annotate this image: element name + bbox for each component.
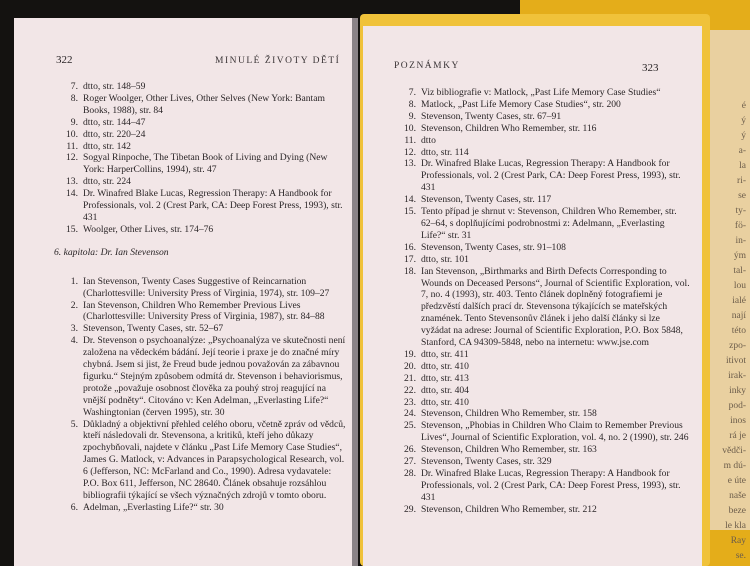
footnote-number: 3.: [70, 323, 78, 335]
footnote-text: dtto, str. 142: [83, 140, 131, 152]
footnote-text: dtto: [421, 134, 436, 146]
section-title: 6. kapitola: Dr. Ian Stevenson: [54, 246, 169, 258]
footnote-number: 23.: [404, 396, 416, 408]
footnote-text: dtto, str. 224: [83, 176, 131, 188]
background-text-fragment: se: [738, 191, 746, 201]
background-text-fragment: rá je: [729, 431, 746, 441]
footnote-number: 14.: [66, 188, 78, 200]
footnote-text: Stevenson, Children Who Remember, str. 163: [421, 444, 597, 456]
footnote: [392, 420, 691, 444]
notes-list: [54, 81, 346, 514]
footnote: [54, 224, 346, 236]
footnote: [392, 242, 691, 254]
background-text-fragment: se.: [735, 551, 746, 561]
footnote: [392, 397, 691, 409]
footnote-text: dtto, str. 144–47: [83, 116, 146, 128]
footnote-text: Matlock, „Past Life Memory Case Studies“, str. 200: [421, 98, 621, 110]
background-text-fragment: ri-: [737, 176, 746, 186]
footnote-number: 21.: [404, 372, 416, 384]
background-text-fragment: é: [741, 101, 746, 111]
footnote-text: Ian Stevenson, „Birthmarks and Birth Defects Corresponding to Wounds on Deceased Persons“, Journal of Scientific Exploration, vol. 7, no. 4 (1993), str. 403. Tento článek doplněný fotografiemi je předzvěstí dalších prací dr. Stevensona týkajících se mateřských znamének. Tento Stevensonův článek i jeho další články si lze vyžádat na adrese: Journal of Scientific Exploration, P.O. Box 5848, Stanford, CA 94309-5848, nebo na internetu: www.jse.com: [421, 265, 690, 349]
footnote-text: Stevenson, „Phobias in Children Who Claim to Remember Previous Lives“, Journal of Scientific Exploration, vol. 4, no. 2 (1990), str. 246: [421, 420, 689, 444]
footnote: [54, 141, 346, 153]
footnote: [392, 444, 691, 456]
footnote-number: 4.: [70, 335, 78, 347]
footnote-text: Důkladný a objektivní přehled celého oboru, včetně zpráv od vědců, kteří následovali dr. Stevensona, a kritiků, kteří jeho důkazy zpochybňovali, najdete v článku „Past Life Memory Case Studies“, James G. Matlock, v: Advances in Parapsychological Research, vol. 6 (Jefferson, NC: McFarland and Co., 1990). Adresa vydavatele: P.O. Box 611, Jefferson, NC 28640. Článek obsahuje rozsáhlou bibliografii týkající se všech význačných zdrojů v tomto oboru.: [83, 418, 346, 501]
footnote-text: dtto, str. 410: [421, 360, 469, 372]
footnote-number: 11.: [66, 140, 78, 152]
background-text-fragment: le kla: [725, 521, 746, 531]
footnote-number: 22.: [404, 384, 416, 396]
running-head: POZNÁMKY: [394, 61, 460, 71]
background-text-fragment: ý: [741, 131, 746, 141]
footnote-number: 1.: [70, 275, 78, 287]
footnote: [54, 152, 346, 176]
footnote: [392, 111, 691, 123]
footnote-number: 7.: [70, 81, 78, 92]
footnote: [54, 81, 346, 93]
footnote-text: dtto, str. 410: [421, 396, 469, 408]
footnote-number: 2.: [70, 299, 78, 311]
footnote-number: 27.: [404, 456, 416, 468]
footnote-number: 16.: [404, 241, 416, 253]
footnote-text: Stevenson, Children Who Remember, str. 116: [421, 122, 597, 134]
footnote-number: 15.: [66, 223, 78, 235]
footnote-number: 18.: [404, 265, 416, 277]
footnote: [392, 266, 691, 349]
footnote: [54, 502, 346, 514]
footnote-number: 24.: [404, 408, 416, 420]
footnote-text: Roger Woolger, Other Lives, Other Selves (New York: Bantam Books, 1988), str. 84: [83, 92, 325, 116]
footnote: [54, 117, 346, 129]
background-text-fragment: tal-: [733, 266, 746, 276]
footnote-text: Sogyal Rinpoche, The Tibetan Book of Living and Dying (New York: HarperCollins, 1994), str. 47: [83, 152, 328, 176]
footnote-text: Dr. Winafred Blake Lucas, Regression Therapy: A Handbook for Professionals, vol. 2 (Crest Park, CA: Deep Forest Press, 1993), str. 431: [421, 158, 681, 194]
footnote: [392, 194, 691, 206]
footnote: [392, 504, 691, 516]
background-text-fragment: zpo-: [729, 341, 746, 351]
footnote-text: Stevenson, Twenty Cases, str. 91–108: [421, 241, 566, 253]
footnote: [392, 408, 691, 420]
running-head: MINULÉ ŽIVOTY DĚTÍ: [215, 56, 341, 66]
background-text-fragment: a-: [738, 146, 746, 156]
footnote-number: 13.: [404, 158, 416, 170]
background-text-fragment: pod-: [728, 401, 746, 411]
footnote: [392, 385, 691, 397]
footnote: [392, 123, 691, 135]
footnote-number: 11.: [404, 134, 416, 146]
left-page: [14, 18, 358, 566]
footnote-text: Stevenson, Twenty Cases, str. 117: [421, 194, 552, 206]
footnote-text: dtto, str. 404: [421, 384, 469, 396]
background-text-fragment: ty-: [735, 206, 746, 216]
footnote-number: 5.: [70, 418, 78, 430]
background-text-fragment: inos: [730, 416, 746, 426]
background-text-fragment: itivot: [725, 356, 746, 366]
footnote: [54, 323, 346, 335]
footnote-number: 10.: [66, 128, 78, 140]
footnote: [392, 158, 691, 194]
footnote: [392, 135, 691, 147]
footnote-number: 15.: [404, 206, 416, 218]
footnote-text: Ian Stevenson, Twenty Cases Suggestive of Reincarnation (Charlottesville: University Press of Virginia, 1974), str. 109–27: [83, 275, 330, 299]
footnote-number: 17.: [404, 253, 416, 265]
footnote-number: 28.: [404, 468, 416, 479]
background-text-fragment: in-: [735, 236, 746, 246]
footnote-text: Ian Stevenson, Children Who Remember Previous Lives (Charlottesville: University Press of Virginia, 1987), str. 84–88: [83, 299, 325, 323]
footnote-number: 14.: [404, 194, 416, 206]
footnote-text: Dr. Winafred Blake Lucas, Regression Therapy: A Handbook for Professionals, vol. 2 (Crest Park, CA: Deep Forest Press, 1993), str. 431: [83, 188, 343, 223]
footnote: [392, 206, 691, 242]
footnote: [392, 147, 691, 159]
background-text-fragment: této: [731, 326, 746, 336]
background-text-fragment: fö-: [734, 221, 746, 231]
footnote-number: 25.: [404, 420, 416, 432]
footnote-text: dtto, str. 101: [421, 253, 469, 265]
footnote-number: 12.: [404, 146, 416, 158]
footnote: [54, 335, 346, 418]
footnote-text: Stevenson, Twenty Cases, str. 329: [421, 456, 552, 468]
footnote-number: 6.: [70, 501, 78, 513]
footnote-text: dtto, str. 411: [421, 348, 469, 360]
footnote: [392, 456, 691, 468]
page-number: 323: [642, 62, 659, 74]
footnote: [392, 99, 691, 111]
background-text-fragment: e úte: [727, 476, 746, 486]
footnote-number: 8.: [408, 98, 416, 110]
footnote-text: Dr. Winafred Blake Lucas, Regression Therapy: A Handbook for Professionals, vol. 2 (Crest Park, CA: Deep Forest Press, 1993), str. 431: [421, 468, 681, 503]
footnote-text: Stevenson, Children Who Remember, str. 212: [421, 503, 597, 515]
footnote: [392, 373, 691, 385]
background-text-fragment: m dú-: [723, 461, 746, 471]
background-text-fragment: inky: [729, 386, 746, 396]
footnote-text: Woolger, Other Lives, str. 174–76: [83, 223, 214, 235]
footnote: [392, 87, 691, 99]
background-text-fragment: ý: [741, 116, 746, 126]
footnote-text: dtto, str. 220–24: [83, 128, 146, 140]
footnote: [54, 176, 346, 188]
footnote-text: Adelman, „Everlasting Life?“ str. 30: [83, 501, 224, 513]
background-text-fragment: irak-: [728, 371, 746, 381]
footnote-text: dtto, str. 148–59: [83, 81, 146, 92]
footnote-number: 29.: [404, 503, 416, 515]
footnote-number: 9.: [70, 116, 78, 128]
footnote-number: 12.: [66, 152, 78, 164]
footnote-text: dtto, str. 114: [421, 146, 469, 158]
footnote: [392, 361, 691, 373]
footnote-text: Stevenson, Twenty Cases, str. 52–67: [83, 323, 224, 335]
footnote: [392, 468, 691, 504]
footnote-number: 9.: [408, 110, 416, 122]
footnote: [54, 300, 346, 324]
footnote: [54, 419, 346, 502]
footnote: [54, 276, 346, 300]
background-text-fragment: naše: [729, 491, 746, 501]
footnote-text: Viz bibliografie v: Matlock, „Past Life Memory Case Studies“: [421, 87, 661, 98]
footnote-number: 10.: [404, 122, 416, 134]
footnote-text: Tento případ je shrnut v: Stevenson, Children Who Remember, str. 62–64, s doplňujícími podrobnostmi z: Adelmann, „Everlasting Life?“ str. 31: [421, 206, 677, 241]
footnote-number: 20.: [404, 360, 416, 372]
footnote: [54, 129, 346, 141]
footnote-number: 19.: [404, 348, 416, 360]
footnote-text: Stevenson, Twenty Cases, str. 67–91: [421, 110, 562, 122]
footnote-text: Dr. Stevenson o psychoanalýze: „Psychoanalýza ve skutečnosti není založena na vědeckém bádání. Její teorie i praxe je do značné míry chybná. Jsem si jist, že Freud bude jednou považován za zábavnou figurku.“ Stejným způsobem odmítá dr. Stevenson i behaviorismus, protože „považuje osobnost člověka za pouhý stroj reagující na vnější podněty“. Citováno v: Ken Adelman, „Everlasting Life?“ Washingtonian (červen 1995), str. 30: [83, 335, 346, 418]
footnote-number: 8.: [70, 92, 78, 104]
background-text-fragment: la: [739, 161, 746, 171]
background-text-fragment: ialé: [732, 296, 746, 306]
footnote-number: 13.: [66, 176, 78, 188]
notes-list: [392, 87, 691, 516]
background-text-fragment: ým: [733, 251, 746, 261]
footnote: [54, 188, 346, 224]
footnote-text: Stevenson, Children Who Remember, str. 158: [421, 408, 597, 420]
footnote-text: dtto, str. 413: [421, 372, 469, 384]
footnote: [392, 349, 691, 361]
right-page: [363, 26, 702, 566]
background-text-fragment: vědči-: [722, 446, 746, 456]
footnote-number: 26.: [404, 444, 416, 456]
background-text-fragment: Ray: [730, 536, 746, 546]
background-text-fragment: nají: [731, 311, 746, 321]
footnote-number: 7.: [408, 87, 416, 98]
page-number: 322: [56, 54, 73, 66]
background-text-fragment: beze: [728, 506, 746, 516]
footnote: [54, 93, 346, 117]
background-text-fragment: lou: [733, 281, 746, 291]
footnote: [392, 254, 691, 266]
